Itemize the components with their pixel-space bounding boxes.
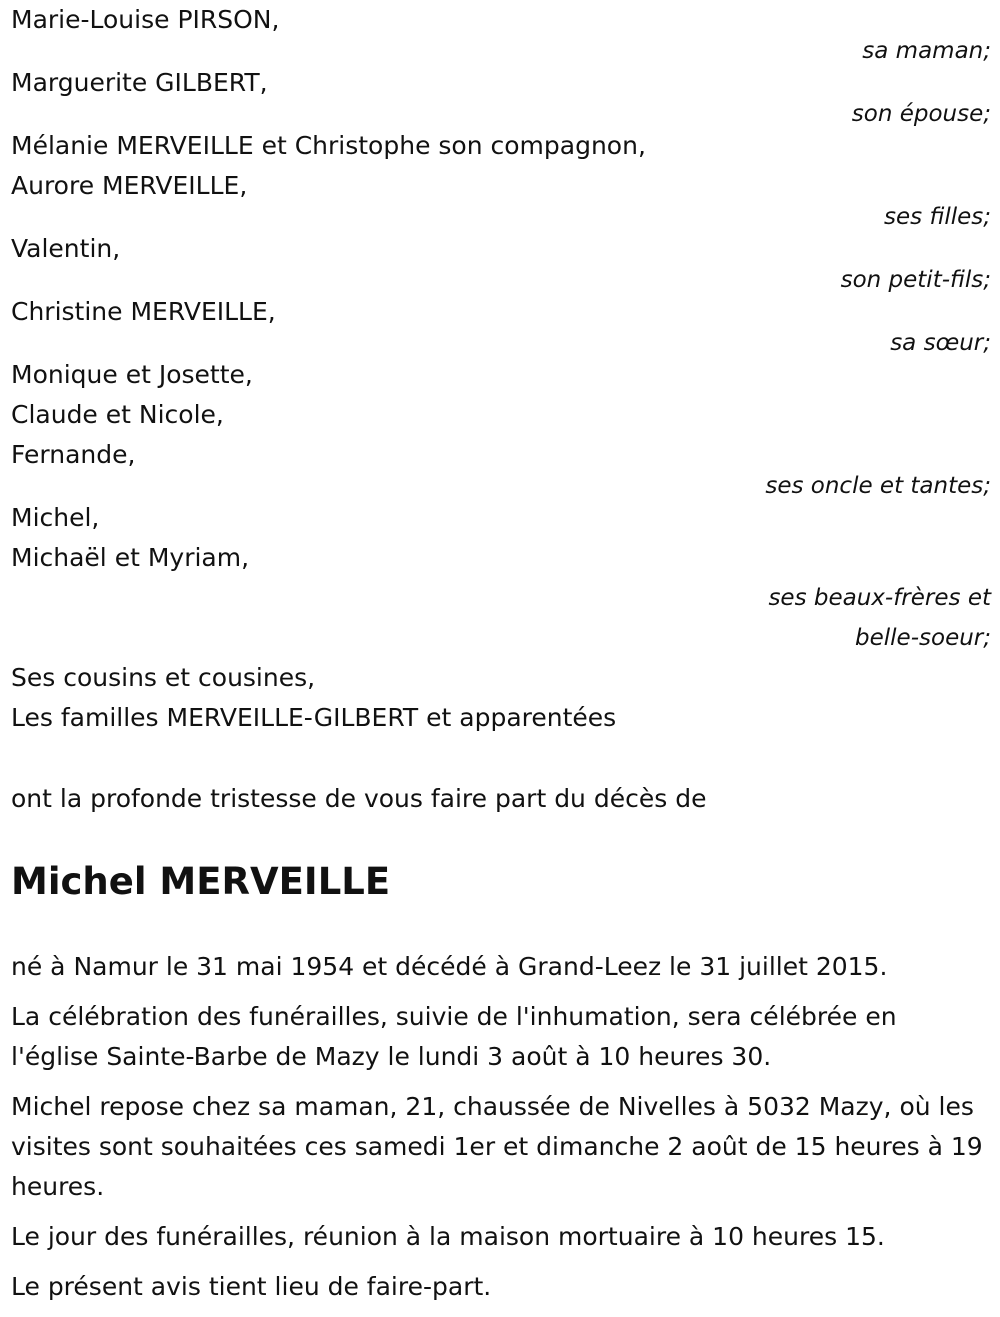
family-name-line: Mélanie MERVEILLE et Christophe son compagnon,	[11, 131, 646, 160]
relation-label: sa sœur;	[890, 330, 991, 356]
family-name-line: Monique et Josette,	[11, 360, 253, 389]
relation-label: ses oncle et tantes;	[765, 473, 991, 499]
announcement-text: ont la profonde tristesse de vous faire part du décès de	[11, 784, 707, 813]
family-group-wife	[11, 63, 991, 126]
family-name-line: Ses cousins et cousines,	[11, 663, 316, 692]
relation-label: belle-soeur;	[855, 625, 991, 651]
family-name-line: Les familles MERVEILLE-GILBERT et apparentées	[11, 703, 617, 732]
family-name-line: Fernande,	[11, 440, 136, 469]
family-group-sister	[11, 292, 991, 355]
relation-label: son épouse;	[851, 101, 991, 127]
visitation-paragraph: Michel repose chez sa maman, 21, chaussée de Nivelles à 5032 Mazy, où les visites sont souhaitées ces samedi 1er et dimanche 2 août de 15 heures à 19 heures.	[11, 1092, 983, 1201]
family-name-line: Marguerite GILBERT,	[11, 68, 268, 97]
meeting-paragraph: Le jour des funérailles, réunion à la maison mortuaire à 10 heures 15.	[11, 1222, 885, 1251]
relation-label: ses filles;	[884, 204, 991, 230]
relation-label: sa maman;	[862, 38, 991, 64]
details-section	[11, 947, 991, 1307]
family-name-line: Michaël et Myriam,	[11, 543, 250, 572]
obituary-notice	[11, 0, 991, 1317]
family-group-in-laws	[11, 498, 991, 658]
family-name-line: Christine MERVEILLE,	[11, 297, 276, 326]
family-group-uncle-aunts	[11, 355, 991, 498]
family-group-cousins	[11, 658, 991, 738]
funeral-paragraph: La célébration des funérailles, suivie de l'inhumation, sera célébrée en l'église Sainte-Barbe de Mazy le lundi 3 août à 10 heures 30.	[11, 1002, 897, 1071]
relation-label: son petit-fils;	[840, 267, 991, 293]
family-group-mother	[11, 0, 991, 63]
family-name-line: Michel,	[11, 503, 100, 532]
family-name-line: Marie-Louise PIRSON,	[11, 5, 280, 34]
family-group-daughters	[11, 126, 991, 229]
family-name-line: Valentin,	[11, 234, 121, 263]
family-group-grandson	[11, 229, 991, 292]
relation-label: ses beaux-frères et	[768, 585, 991, 611]
notice-paragraph: Le présent avis tient lieu de faire-part.	[11, 1272, 492, 1301]
family-name-line: Claude et Nicole,	[11, 400, 224, 429]
deceased-name: Michel MERVEILLE	[11, 860, 391, 903]
family-name-line: Aurore MERVEILLE,	[11, 171, 248, 200]
birth-death-paragraph: né à Namur le 31 mai 1954 et décédé à Grand-Leez le 31 juillet 2015.	[11, 952, 888, 981]
